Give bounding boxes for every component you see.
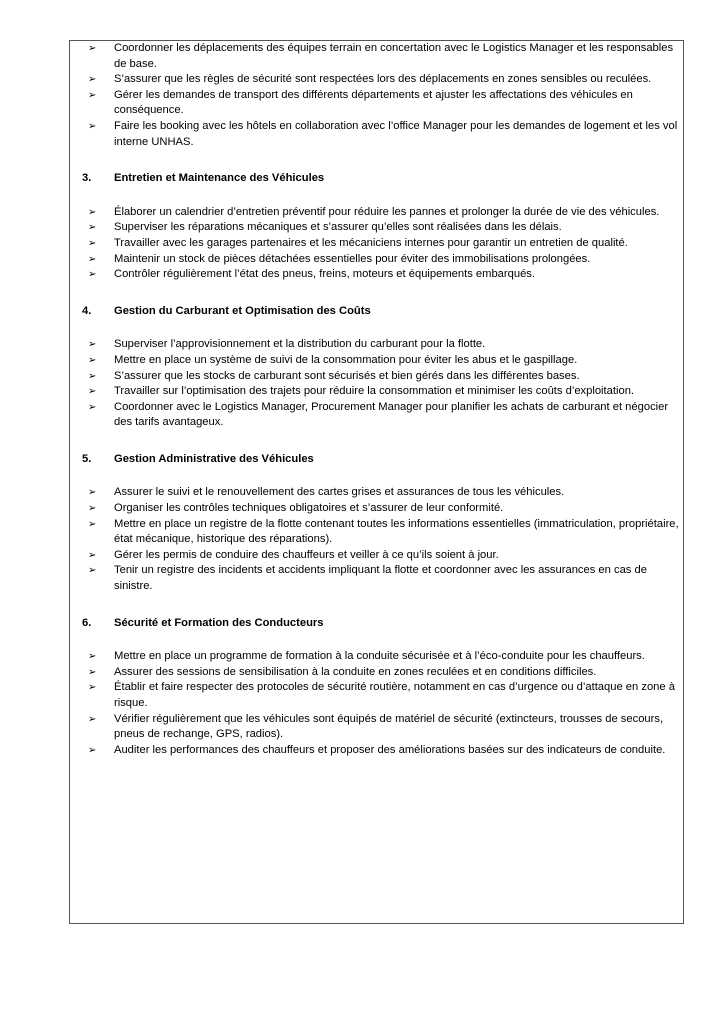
- arrow-bullet-icon: ➢: [88, 253, 97, 265]
- arrow-bullet-icon: ➢: [88, 651, 97, 663]
- list-item: [82, 252, 682, 268]
- list-item: [82, 72, 682, 88]
- list-item: [82, 517, 682, 548]
- arrow-bullet-icon: ➢: [88, 222, 97, 234]
- section-title: Gestion Administrative des Véhicules: [114, 452, 314, 465]
- section-heading: [82, 171, 682, 187]
- list-item: [82, 649, 682, 665]
- arrow-bullet-icon: ➢: [88, 370, 97, 382]
- list-item-text: Travailler avec les garages partenaires et les mécaniciens internes pour garantir un entretien de qualité.: [114, 236, 628, 249]
- list-item-text: Gérer les permis de conduire des chauffeurs et veiller à ce qu’ils soient à jour.: [114, 548, 499, 561]
- arrow-bullet-icon: ➢: [88, 43, 97, 54]
- section-bullet-list: [82, 485, 682, 594]
- arrow-bullet-icon: ➢: [88, 744, 97, 756]
- section-bullet-list: [82, 205, 682, 283]
- list-item-text: Travailler sur l’optimisation des trajets pour réduire la consommation et minimiser les coûts d’exploitation.: [114, 385, 635, 398]
- arrow-bullet-icon: ➢: [88, 206, 97, 218]
- list-item: [82, 665, 682, 681]
- list-item-text: S’assurer que les règles de sécurité sont respectées lors des déplacements en zones sensibles ou reculées.: [114, 73, 652, 86]
- list-item-text: Vérifier régulièrement que les véhicules sont équipés de matériel de sécurité (extincteurs, trousses de secours, pneus de rechange, GPS, radios).: [114, 712, 664, 741]
- list-item: [82, 236, 682, 252]
- list-item: [82, 384, 682, 400]
- arrow-bullet-icon: ➢: [88, 503, 97, 515]
- arrow-bullet-icon: ➢: [88, 237, 97, 249]
- list-item-text: Élaborer un calendrier d’entretien préventif pour réduire les pannes et prolonger la durée de vie des véhicules.: [114, 205, 660, 218]
- list-item-text: Assurer des sessions de sensibilisation à la conduite en zones reculées et en conditions difficiles.: [114, 665, 597, 678]
- arrow-bullet-icon: ➢: [88, 269, 97, 281]
- section-heading: [82, 616, 682, 632]
- list-item-text: Maintenir un stock de pièces détachées essentielles pour éviter des immobilisations prolongées.: [114, 252, 591, 265]
- arrow-bullet-icon: ➢: [88, 666, 97, 678]
- arrow-bullet-icon: ➢: [88, 120, 97, 132]
- arrow-bullet-icon: ➢: [88, 89, 97, 101]
- list-item: [82, 41, 682, 72]
- list-item: [82, 369, 682, 385]
- section-number: 5.: [82, 452, 92, 465]
- document-content: [82, 41, 682, 758]
- list-item: [82, 119, 682, 150]
- section-title: Sécurité et Formation des Conducteurs: [114, 616, 324, 629]
- section-bullet-list: [82, 649, 682, 758]
- list-item-text: Auditer les performances des chauffeurs et proposer des améliorations basées sur des indicateurs de conduite.: [114, 743, 666, 756]
- list-item-text: Coordonner les déplacements des équipes terrain en concertation avec le Logistics Manager et les responsables de base.: [114, 42, 674, 70]
- list-item-text: Faire les booking avec les hôtels en collaboration avec l’office Manager pour les demandes de logement et les vol interne UNHAS.: [114, 119, 678, 148]
- section-number: 6.: [82, 616, 92, 629]
- list-item: [82, 548, 682, 564]
- list-item-text: Coordonner avec le Logistics Manager, Procurement Manager pour planifier les achats de carburant et négocier des tarifs avantageux.: [114, 400, 669, 429]
- list-item: [82, 563, 682, 594]
- list-item: [82, 743, 682, 759]
- list-item-text: Mettre en place un système de suivi de la consommation pour éviter les abus et le gaspillage.: [114, 353, 578, 366]
- list-item-text: Tenir un registre des incidents et accidents impliquant la flotte et coordonner avec les assurances en cas de sinistre.: [114, 564, 647, 593]
- section-heading: [82, 304, 682, 320]
- list-item: [82, 205, 682, 221]
- arrow-bullet-icon: ➢: [88, 339, 97, 351]
- list-item-text: Contrôler régulièrement l’état des pneus, freins, moteurs et équipements embarqués.: [114, 268, 535, 281]
- section-title: Entretien et Maintenance des Véhicules: [114, 172, 325, 185]
- section-title: Gestion du Carburant et Optimisation des Coûts: [114, 304, 371, 317]
- list-item: [82, 337, 682, 353]
- list-item-text: S’assurer que les stocks de carburant sont sécurisés et bien gérés dans les différentes bases.: [114, 369, 580, 382]
- section-number: 4.: [82, 304, 92, 317]
- arrow-bullet-icon: ➢: [88, 713, 97, 725]
- list-item: [82, 267, 682, 283]
- list-item-text: Superviser l’approvisionnement et la distribution du carburant pour la flotte.: [114, 338, 486, 351]
- list-item-text: Organiser les contrôles techniques obligatoires et s’assurer de leur conformité.: [114, 502, 504, 515]
- arrow-bullet-icon: ➢: [88, 487, 97, 499]
- arrow-bullet-icon: ➢: [88, 682, 97, 694]
- list-item-text: Mettre en place un registre de la flotte contenant toutes les informations essentielles (immatriculation, propriétaire, état mécanique, historique des réparations).: [114, 517, 679, 546]
- list-item-text: Assurer le suivi et le renouvellement des cartes grises et assurances de tous les véhicules.: [114, 486, 565, 499]
- section-number: 3.: [82, 172, 92, 185]
- list-item-text: Mettre en place un programme de formation à la conduite sécurisée et à l’éco-conduite pour les chauffeurs.: [114, 650, 645, 663]
- arrow-bullet-icon: ➢: [88, 518, 97, 530]
- list-item: [82, 220, 682, 236]
- section-heading: [82, 452, 682, 468]
- list-item: [82, 88, 682, 119]
- arrow-bullet-icon: ➢: [88, 74, 97, 86]
- arrow-bullet-icon: ➢: [88, 549, 97, 561]
- list-item: [82, 353, 682, 369]
- arrow-bullet-icon: ➢: [88, 354, 97, 366]
- arrow-bullet-icon: ➢: [88, 386, 97, 398]
- list-item: [82, 485, 682, 501]
- arrow-bullet-icon: ➢: [88, 565, 97, 577]
- list-item: [82, 712, 682, 743]
- sections-container: [82, 171, 682, 758]
- list-item: [82, 400, 682, 431]
- list-item-text: Superviser les réparations mécaniques et s’assurer qu’elles sont réalisées dans les délais.: [114, 221, 562, 234]
- list-item: [82, 501, 682, 517]
- arrow-bullet-icon: ➢: [88, 401, 97, 413]
- list-item-text: Établir et faire respecter des protocoles de sécurité routière, notamment en cas d’urgence ou d’attaque en zone à risque.: [114, 681, 675, 709]
- section-bullet-list: [82, 337, 682, 431]
- list-item-text: Gérer les demandes de transport des différents départements et ajuster les affectations des véhicules en conséquence.: [114, 88, 633, 117]
- list-item: [82, 680, 682, 711]
- intro-bullet-list: [82, 41, 682, 150]
